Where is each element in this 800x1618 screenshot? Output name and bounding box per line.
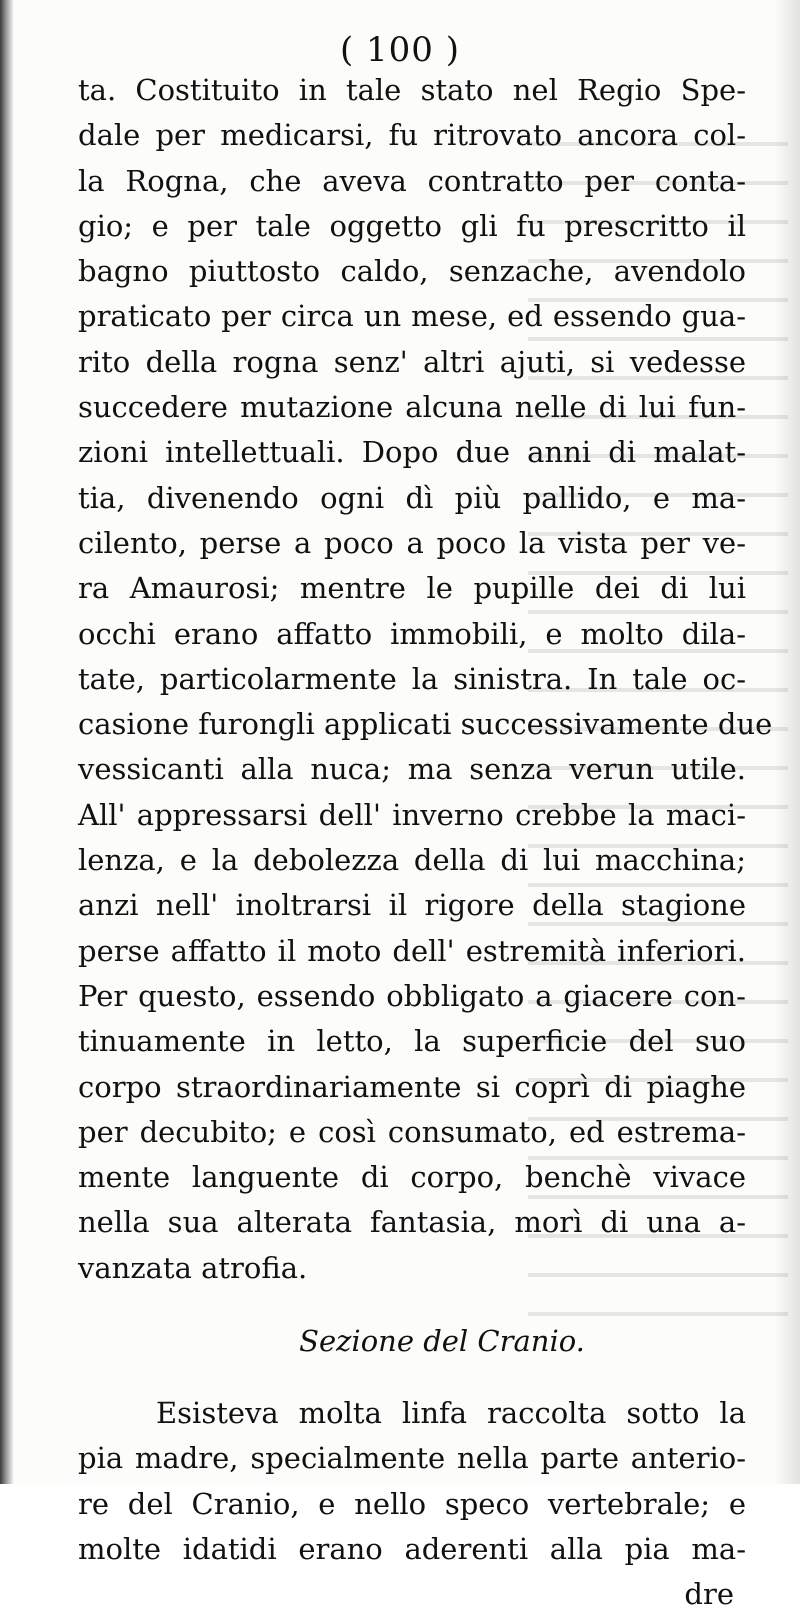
paragraph-case-history <box>78 68 773 1291</box>
body-text <box>78 68 773 1618</box>
catchword: dre <box>684 1577 734 1612</box>
text-line: la Rogna, che aveva contratto per conta- <box>78 163 746 198</box>
text-line: corpo straordinariamente si coprì di piaghe <box>78 1069 746 1104</box>
text-line: molte idatidi erano aderenti alla pia ma- <box>78 1531 746 1566</box>
text-line: nella sua alterata fantasia, morì di una a- <box>78 1205 746 1240</box>
text-line: anzi nell' inoltrarsi il rigore della stagione <box>78 888 746 923</box>
text-line: succedere mutazione alcuna nelle di lui fun- <box>78 390 746 425</box>
text-line: tate, particolarmente la sinistra. In tale oc- <box>78 661 746 696</box>
text-line: bagno piuttosto caldo, senzache, avendolo <box>78 254 746 289</box>
text-line: cilento, perse a poco a poco la vista per ve- <box>78 525 746 560</box>
text-line: All' appressarsi dell' inverno crebbe la maci- <box>78 797 746 832</box>
section-heading: Sezione del Cranio. <box>299 1324 585 1359</box>
text-line: pia madre, specialmente nella parte anterio- <box>78 1441 746 1476</box>
text-line: Per questo, essendo obbligato a giacere con- <box>78 978 746 1013</box>
text-line: occhi erano affatto immobili, e molto dila- <box>78 616 746 651</box>
text-line: ra Amaurosi; mentre le pupille dei di lui <box>78 571 746 606</box>
text-line: zioni intellettuali. Dopo due anni di malat- <box>78 435 746 470</box>
text-line: vessicanti alla nuca; ma senza verun utile. <box>78 752 746 787</box>
text-line: lenza, e la debolezza della di lui macchina; <box>78 843 746 878</box>
text-line: ta. Costituito in tale stato nel Regio Spe- <box>78 73 746 107</box>
text-line: vanzata atrofia. <box>78 1250 308 1285</box>
text-line: per decubito; e così consumato, ed estrema- <box>78 1114 746 1149</box>
text-line: mente languente di corpo, benchè vivace <box>78 1160 746 1195</box>
text-line: tinuamente in letto, la superficie del suo <box>78 1024 746 1059</box>
text-line: rito della rogna senz' altri ajuti, si vedesse <box>78 344 746 379</box>
paragraph-skull-section <box>78 1391 746 1572</box>
page-number: ( 100 ) <box>339 30 461 70</box>
text-line: gio; e per tale oggetto gli fu prescritto il <box>78 208 746 243</box>
text-line: dale per medicarsi, fu ritrovato ancora col- <box>78 118 746 153</box>
binding-shadow <box>0 0 14 1484</box>
text-line: re del Cranio, e nello speco vertebrale; e <box>78 1486 746 1521</box>
text-line: tia, divenendo ogni dì più pallido, e ma- <box>78 480 746 515</box>
text-line: perse affatto il moto dell' estremità inferiori. <box>78 933 746 968</box>
text-line: Esisteva molta linfa raccolta sotto la <box>156 1396 746 1431</box>
text-line: casione furongli applicati successivamente due <box>78 707 773 742</box>
page-edge-shadow <box>774 0 800 1484</box>
text-line: praticato per circa un mese, ed essendo gua- <box>78 299 746 334</box>
